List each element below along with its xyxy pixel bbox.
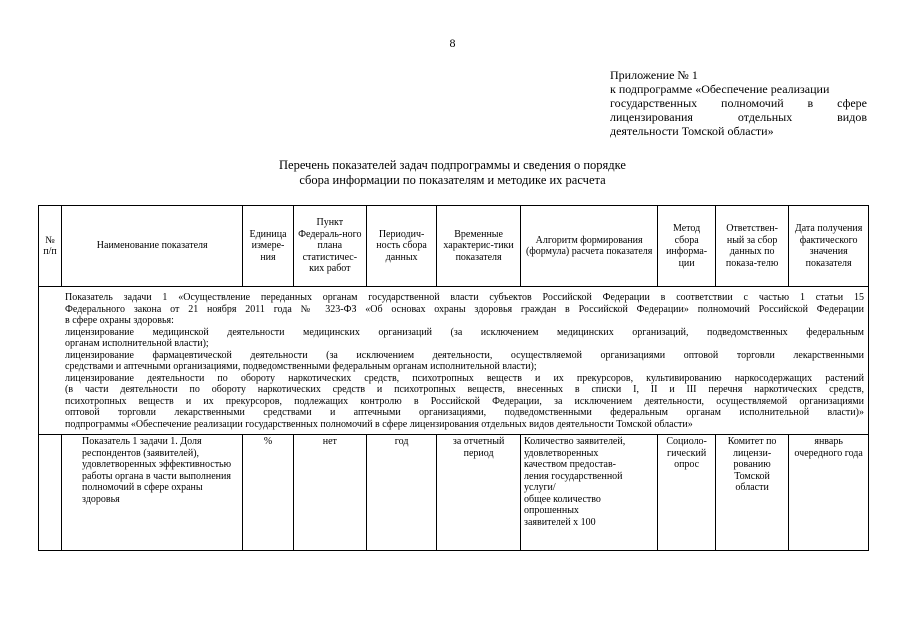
title-line-1: Перечень показателей задач подпрограммы и сведения о порядке (279, 158, 626, 172)
algorithm-line: заявителей х 100 (524, 516, 596, 528)
algorithm-line: общее количество (524, 493, 601, 505)
cell-time-char: за отчетный период (437, 435, 521, 551)
cell-date: январь очередного года (789, 435, 869, 551)
header-algorithm: Алгоритм формирования (формула) расчета показателя (521, 206, 658, 287)
header-plan-item: Пункт Федераль-ного плана статистичес-ких работ (293, 206, 366, 287)
task-line: лицензирование деятельности по обороту наркотических средств, психотропных веществ и их прекурсоров, культивированию наркосодержащих растений (65, 372, 864, 384)
header-periodicity: Периодич-ность сбора данных (366, 206, 436, 287)
task-line: подпрограммы «Обеспечение реализации государственных полномочий в сфере лицензирования отдельных видов деятельности Томской области» (65, 418, 693, 430)
task-line: Показатель задачи 1 «Осуществление переданных органам государственной власти субъектов Российской Федерации в соответствии с частью 1 статьи 15 (65, 292, 864, 303)
header-method: Метод сбора информа-ции (658, 206, 716, 287)
cell-periodicity: год (366, 435, 436, 551)
algorithm-line: услуги/ (524, 482, 556, 493)
appendix-line-3: государственных полномочий в сфере (610, 96, 867, 110)
task-description (39, 287, 869, 435)
algorithm-line: качеством предостав- (524, 459, 616, 470)
header-date: Дата получения фактического значения показателя (789, 206, 869, 287)
appendix-line-1: Приложение № 1 (610, 68, 698, 82)
appendix-line-2: к подпрограмме «Обеспечение реализации (610, 82, 830, 96)
task-row (39, 287, 869, 435)
cell-algorithm (521, 435, 658, 551)
header-unit: Единица измере-ния (243, 206, 293, 287)
task-line: в сфере охраны здоровья: (65, 315, 174, 326)
algorithm-line: ления государственной (524, 470, 623, 482)
task-line: оптовой торговли лекарственными средствами и аптечными организациями, подведомственными федеральным органам исполнительной власти)» (65, 407, 864, 418)
document-title (180, 158, 725, 188)
header-num: № п/п (39, 206, 62, 287)
table-header-row (39, 206, 869, 287)
header-time-char: Временные характерис-тики показателя (437, 206, 521, 287)
algorithm-line: Количество заявителей, (524, 436, 626, 447)
algorithm-line: опрошенных (524, 505, 579, 516)
cell-num (39, 435, 62, 551)
cell-name: Показатель 1 задачи 1. Доля респондентов (заявителей), удовлетворенных эффективностью работы органа в части выполнения полномочий в сфере охраны здоровья (62, 435, 243, 551)
task-line: (в части деятельности по обороту наркотических средств и психотропных веществ, внесенных в списки I, II и III перечня наркотических средств, (65, 384, 864, 395)
indicators-table (38, 205, 869, 551)
cell-unit: % (243, 435, 293, 551)
cell-responsible: Комитет по лицензи-рованию Томской области (715, 435, 788, 551)
page-number: 8 (449, 36, 456, 50)
task-line: органам исполнительной власти); (65, 338, 209, 349)
appendix-line-5: деятельности Томской области» (610, 124, 774, 138)
header-name: Наименование показателя (62, 206, 243, 287)
appendix-line-4: лицензирования отдельных видов (610, 110, 867, 124)
task-line: Федерального закона от 21 ноября 2011 года № 323-ФЗ «Об основах охраны здоровья граждан в Российской Федерации» полномочий Российской Федерации (65, 303, 864, 315)
task-line: психотропных веществ и их прекурсоров, подлежащих контролю в Российской Федерации, за исключением деятельности, осуществляемой организациями (65, 395, 864, 407)
cell-plan-item: нет (293, 435, 366, 551)
task-line: лицензирование фармацевтической деятельности (за исключением деятельности, осуществляемой организациями оптовой торговли лекарственными (65, 349, 864, 361)
task-line: средствами и аптечными организациями, подведомственными федеральным органам исполнительной власти); (65, 361, 537, 372)
task-line: лицензирование медицинской деятельности медицинских организаций (за исключением медицинских организаций, подведомственных федеральным (65, 326, 864, 338)
appendix-block (610, 68, 867, 138)
table-row (39, 435, 869, 551)
header-responsible: Ответствен-ный за сбор данных по показа-телю (715, 206, 788, 287)
cell-method: Социоло-гический опрос (658, 435, 716, 551)
algorithm-line: удовлетворенных (524, 447, 599, 459)
title-line-2: сбора информации по показателям и методике их расчета (299, 173, 606, 187)
